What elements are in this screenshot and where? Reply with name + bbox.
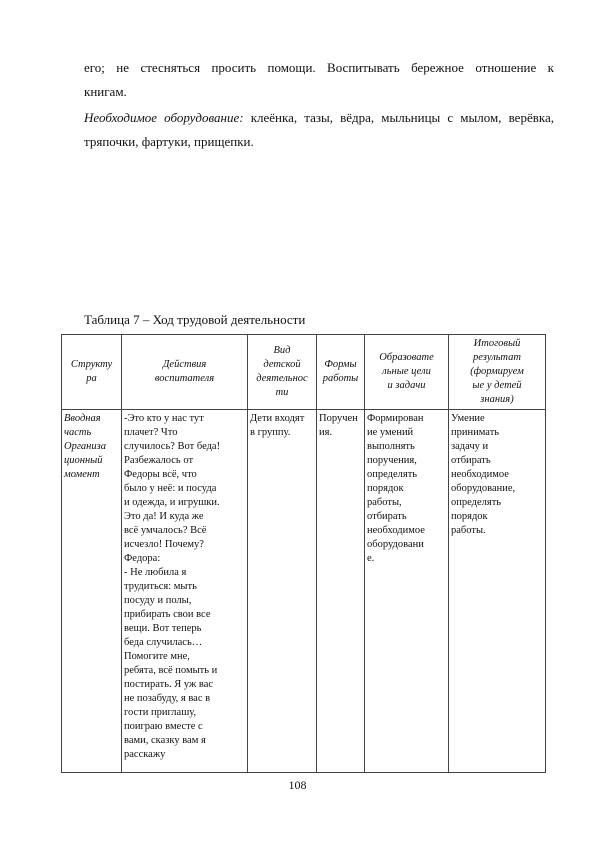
- table-header-row: [62, 335, 546, 410]
- cell-child-activity: Дети входят в группу.: [248, 410, 317, 773]
- cell-work-forms: Поручен ия.: [317, 410, 365, 773]
- header-structure: Структу ра: [62, 335, 122, 410]
- paragraph-continuation: [84, 56, 554, 104]
- header-child-activity: Вид детской деятельнос ти: [248, 335, 317, 410]
- labor-activity-table: [61, 334, 546, 773]
- equipment-text: клеёнка, тазы, вёдра, мыльницы с мылом, верёвка, тряпочки, фартуки, прищепки.: [84, 110, 554, 149]
- header-final-result: Итоговый результат (формируем ые у детей знания): [449, 335, 546, 410]
- cell-educational-goals: Формирован ие умений выполнять поручения, определять порядок работы, отбирать необходимое оборудовани е.: [365, 410, 449, 773]
- equipment-label: Необходимое оборудование:: [84, 110, 244, 125]
- cell-final-result: Умение принимать задачу и отбирать необходимое оборудование, определять порядок работы.: [449, 410, 546, 773]
- table-row: [62, 410, 546, 773]
- page-number: 108: [288, 778, 307, 792]
- header-educational-goals: Образовате льные цели и задачи: [365, 335, 449, 410]
- table-caption: Таблица 7 – Ход трудовой деятельности: [84, 312, 306, 327]
- cell-structure: Вводная часть Организа ционный момент: [62, 410, 122, 773]
- header-teacher-actions: Действия воспитателя: [122, 335, 248, 410]
- equipment-paragraph: [84, 106, 554, 154]
- cell-teacher-actions: -Это кто у нас тут плачет? Что случилось? Вот беда! Разбежалось от Федоры всё, что было у неё: и посуда и одежда, и игрушки. Это да! И куда же всё умчалось? Всё исчезло! Почему? Федора: - Не любила я трудиться: мыть посуду и полы, прибирать свои все вещи. Вот теперь беда случилась… Помогите мне, ребята, всё помыть и постирать. Я уж вас не позабуду, я вас в гости приглашу, поиграю вместе с вами, сказку вам я расскажу: [122, 410, 248, 773]
- paragraph-line-1: его; не стесняться просить помощи. Воспитывать бережное отношение к: [84, 60, 554, 75]
- header-work-forms: Формы работы: [317, 335, 365, 410]
- paragraph-line-2: книгам.: [84, 84, 127, 99]
